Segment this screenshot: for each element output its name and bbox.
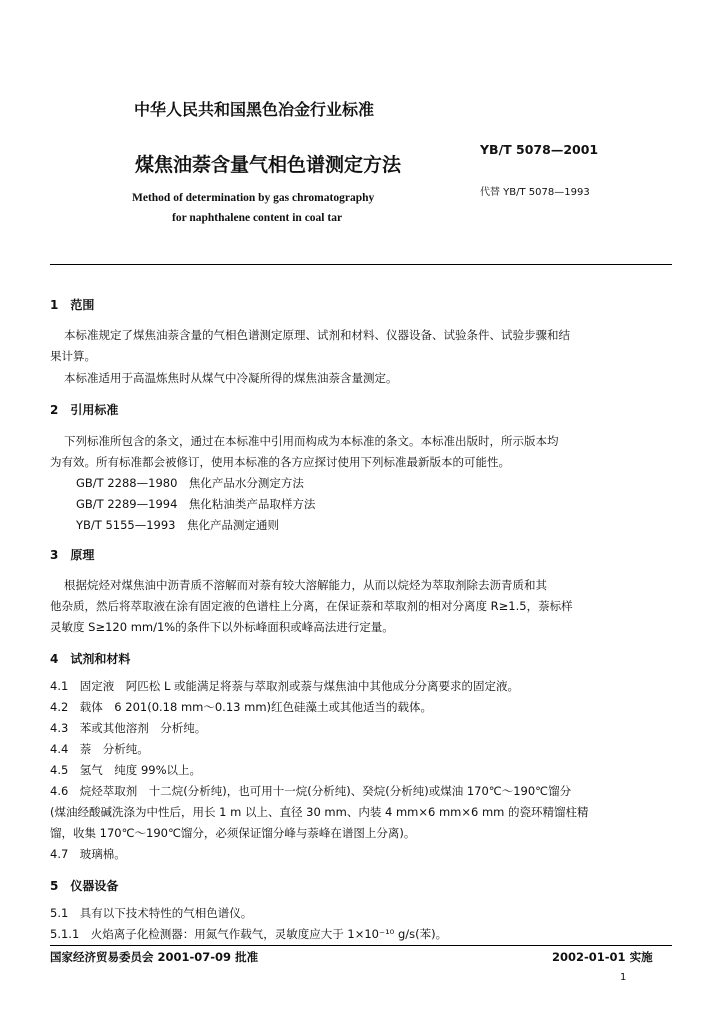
approval-date: 国家经济贸易委员会 2001-07-09 批准 bbox=[50, 950, 259, 964]
reagent-item: 4.1 固定液 阿匹松 L 或能满足将萘与萃取剂或萘与煤焦油中其他成分分离要求的固定液。 bbox=[50, 679, 520, 693]
section-5-heading: 5 仪器设备 bbox=[50, 879, 119, 893]
section-3-heading: 3 原理 bbox=[50, 548, 95, 562]
section-4-heading: 4 试剂和材料 bbox=[50, 652, 131, 666]
english-title-line2: for naphthalene content in coal tar bbox=[172, 212, 343, 224]
page-number: 1 bbox=[620, 972, 627, 983]
reference-item: YB/T 5155—1993 焦化产品测定通则 bbox=[76, 518, 280, 532]
reference-item: GB/T 2288—1980 焦化产品水分测定方法 bbox=[76, 476, 304, 490]
org-standard-title: 中华人民共和国黑色冶金行业标准 bbox=[134, 100, 375, 119]
section-3-paragraph-cont: 他杂质，然后将萃取液在涂有固定液的色谱柱上分离，在保证萘和萃取剂的相对分离度 R≥1.5，萘标样 bbox=[50, 599, 573, 613]
section-3-paragraph: 根据烷烃对煤焦油中沥青质不溶解而对萘有较大溶解能力，从而以烷烃为萃取剂除去沥青质和其 bbox=[64, 578, 547, 592]
section-1-heading: 1 范围 bbox=[50, 298, 95, 312]
reagent-item: 4.2 载体 6 201(0.18 mm～0.13 mm)红色硅藻土或其他适当的载体。 bbox=[50, 700, 433, 714]
reagent-item-cont: 馏，收集 170℃～190℃馏分，必须保证馏分峰与萘峰在谱图上分离)。 bbox=[50, 826, 416, 840]
replaces-standard: 代替 YB/T 5078—1993 bbox=[480, 187, 590, 198]
reagent-item: 4.5 氢气 纯度 99%以上。 bbox=[50, 763, 202, 777]
section-1-scope-paragraph: 本标准适用于高温炼焦时从煤气中冷凝所得的煤焦油萘含量测定。 bbox=[64, 371, 398, 385]
footer-divider bbox=[50, 945, 672, 946]
reagent-item: 4.7 玻璃棉。 bbox=[50, 847, 126, 861]
section-3-paragraph-cont: 灵敏度 S≥120 mm/1%的条件下以外标峰面积或峰高法进行定量。 bbox=[50, 620, 394, 634]
header-divider bbox=[50, 264, 672, 265]
section-2-paragraph-cont: 为有效。所有标准都会被修订，使用本标准的各方应探讨使用下列标准最新版本的可能性。 bbox=[50, 455, 510, 469]
reagent-item: 4.6 烷烃萃取剂 十二烷(分析纯)，也可用十一烷(分析纯)、癸烷(分析纯)或煤油 170℃～190℃馏分 bbox=[50, 784, 572, 798]
reference-item: GB/T 2289—1994 焦化粘油类产品取样方法 bbox=[76, 497, 316, 511]
section-2-heading: 2 引用标准 bbox=[50, 403, 119, 417]
section-1-paragraph: 本标准规定了煤焦油萘含量的气相色谱测定原理、试剂和材料、仪器设备、试验条件、试验步骤和结 bbox=[64, 328, 570, 342]
equipment-item: 5.1 具有以下技术特性的气相色谱仪。 bbox=[50, 906, 253, 920]
effective-date: 2002-01-01 实施 bbox=[552, 950, 653, 964]
reagent-item-cont: (煤油经酸碱洗涤为中性后，用长 1 m 以上、直径 30 mm、内装 4 mm×6 mm×6 mm 的瓷环精馏柱精 bbox=[50, 805, 589, 819]
english-title-line1: Method of determination by gas chromatography bbox=[132, 192, 375, 204]
reagent-item: 4.3 苯或其他溶剂 分析纯。 bbox=[50, 721, 207, 735]
reagent-item: 4.4 萘 分析纯。 bbox=[50, 742, 149, 756]
section-1-paragraph-cont: 果计算。 bbox=[50, 349, 96, 363]
section-2-paragraph: 下列标准所包含的条文，通过在本标准中引用而构成为本标准的条文。本标准出版时，所示版本均 bbox=[64, 434, 559, 448]
equipment-item: 5.1.1 火焰离子化检测器：用氮气作载气，灵敏度应大于 1×10⁻¹⁰ g/s(苯)。 bbox=[50, 927, 448, 941]
standard-number: YB/T 5078—2001 bbox=[480, 142, 599, 157]
document-title: 煤焦油萘含量气相色谱测定方法 bbox=[135, 154, 402, 176]
